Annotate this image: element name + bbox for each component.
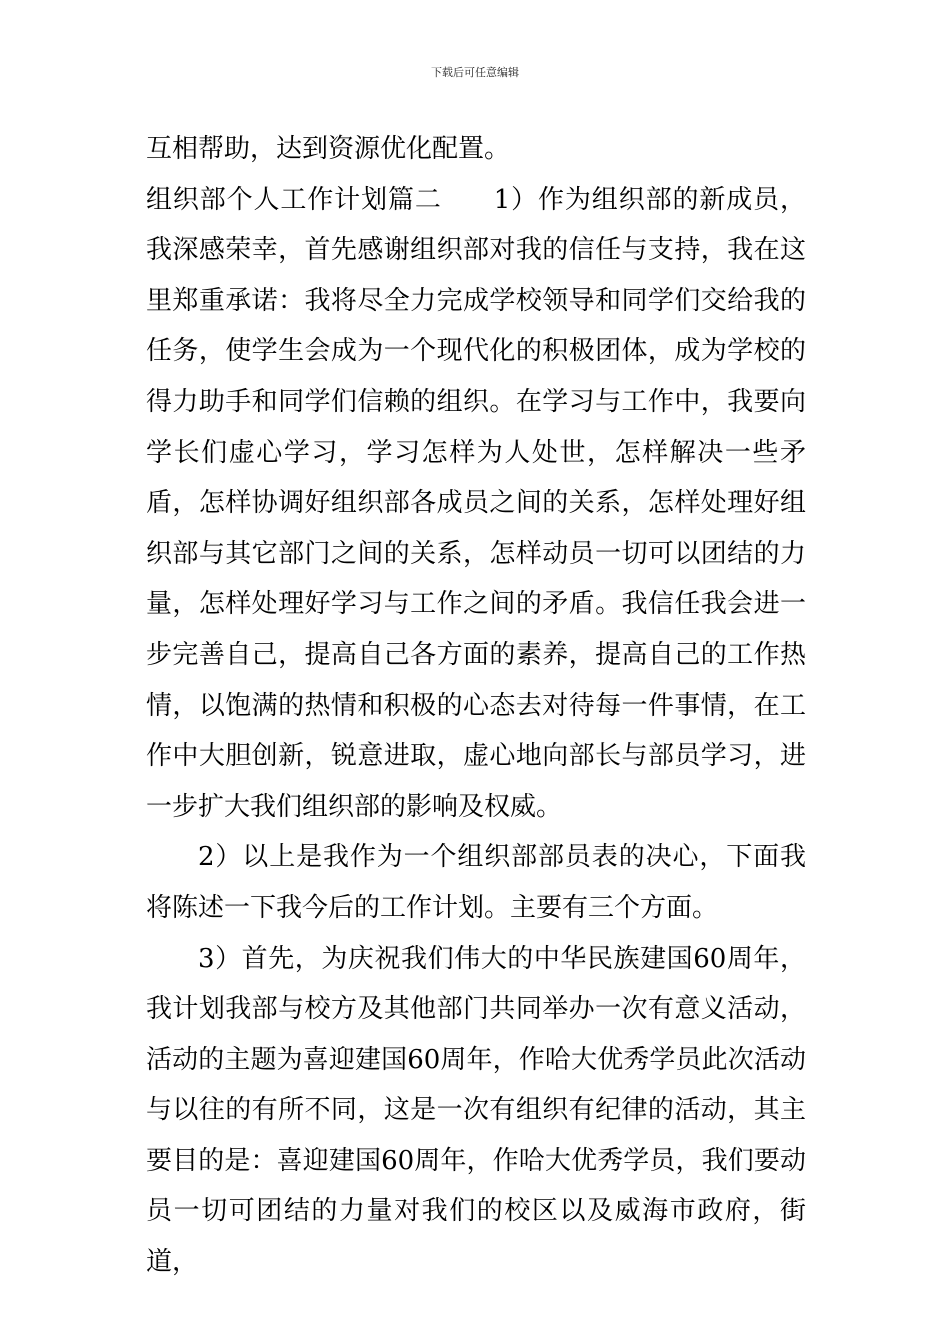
paragraph-4: 3）首先，为庆祝我们伟大的中华民族建国60周年，我计划我部与校方及其他部门共同举办一次有意义活动，活动的主题为喜迎建国60周年，作哈大优秀学员此次活动与以往的有所不同，这是一次有组织有纪律的活动，其主要目的是：喜迎建国60周年，作哈大优秀学员，我们要动员一切可团结的力量对我们的校区以及威海市政府，街道， — [146, 943, 806, 1278]
page-header: 下载后可任意编辑 — [431, 66, 519, 79]
paragraph-1: 互相帮助，达到资源优化配置。 — [146, 134, 511, 164]
paragraph-2-text: 1）作为组织部的新成员，我深感荣幸，首先感谢组织部对我的信任与支持，我在这里郑重承诺：我将尽全力完成学校领导和同学们交给我的任务，使学生会成为一个现代化的积极团体，成为学校的得力助手和同学们信赖的组织。在学习与工作中，我要向学长们虚心学习，学习怎样为人处世，怎样解决一些矛盾，怎样协调好组织部各成员之间的关系，怎样处理好组织部与其它部门之间的关系，怎样动员一切可以团结的力量，怎样处理好学习与工作之间的矛盾。我信任我会进一步完善自己，提高自己各方面的素养，提高自己的工作热情，以饱满的热情和积极的心态去对待每一件事情，在工作中大胆创新，锐意进取，虚心地向部长与部员学习，进一步扩大我们组织部的影响及权威。 — [146, 184, 806, 822]
paragraph-3: 2）以上是我作为一个组织部部员表的决心，下面我将陈述一下我今后的工作计划。主要有三个方面。 — [146, 842, 806, 923]
paragraph-2 — [146, 175, 806, 833]
section-title: 组织部个人工作计划篇二 — [146, 184, 442, 215]
document-body — [146, 124, 806, 1288]
